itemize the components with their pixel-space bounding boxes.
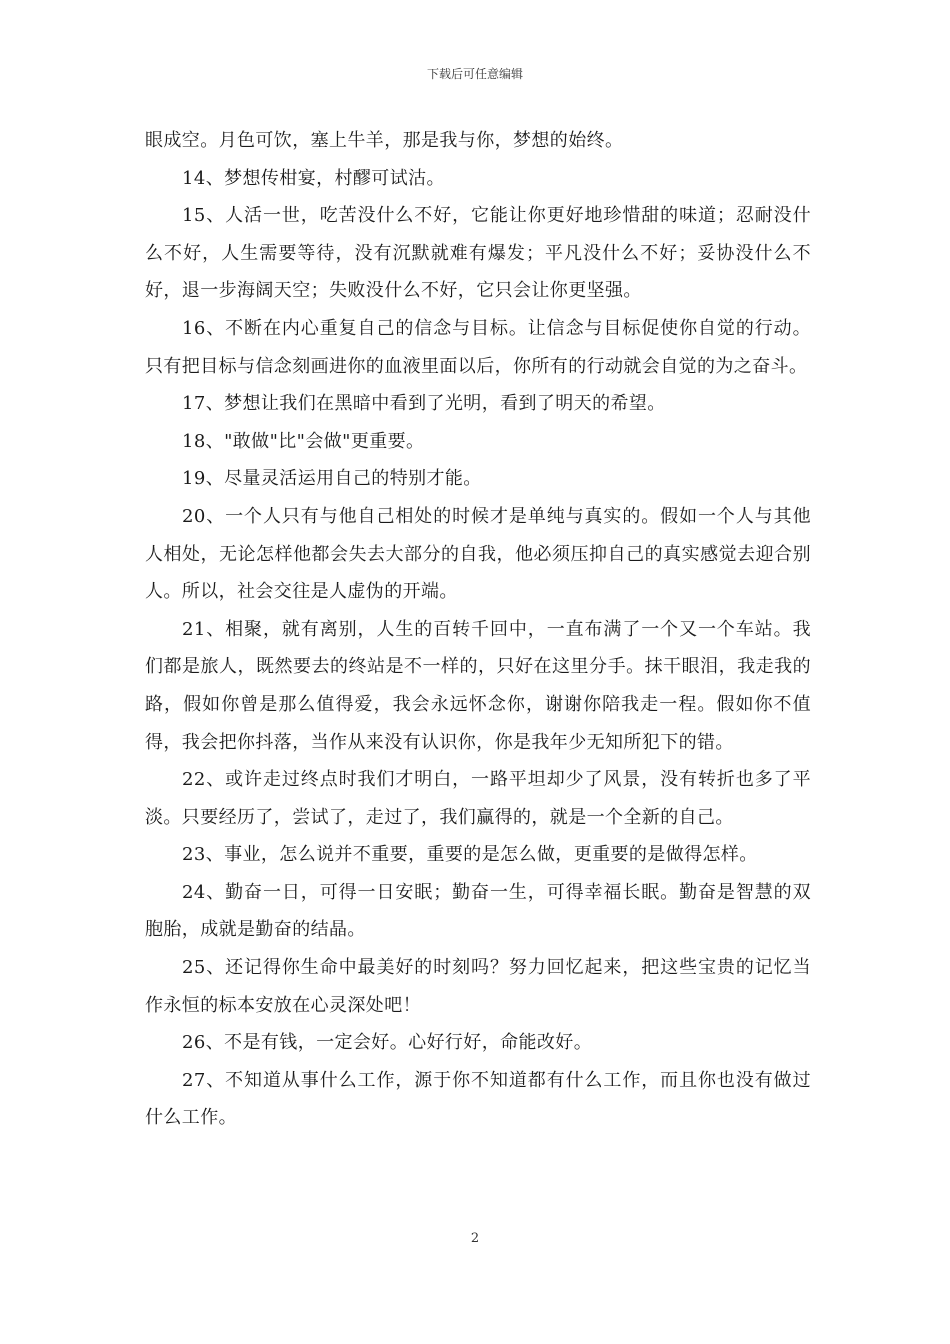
paragraph-19: 19、尽量灵活运用自己的特别才能。 bbox=[182, 468, 482, 490]
paragraph-22: 22、或许走过终点时我们才明白，一路平坦却少了风景，没有转折也多了平淡。只要经历了，尝试了，走过了，我们赢得的，就是一个全新的自己。 bbox=[145, 769, 811, 828]
paragraph-16: 16、不断在内心重复自己的信念与目标。让信念与目标促使你自觉的行动。只有把目标与信念刻画进你的血液里面以后，你所有的行动就会自觉的为之奋斗。 bbox=[145, 317, 811, 377]
paragraph-20: 20、一个人只有与他自己相处的时候才是单纯与真实的。假如一个人与其他人相处，无论怎样他都会失去大部分的自我，他必须压抑自己的真实感觉去迎合别人。所以，社会交往是人虚伪的开端。 bbox=[145, 505, 811, 603]
paragraph-26: 26、不是有钱，一定会好。心好行好，命能改好。 bbox=[182, 1032, 593, 1054]
paragraph-21: 21、相聚，就有离别，人生的百转千回中，一直布满了一个又一个车站。我们都是旅人，既然要去的终站是不一样的，只好在这里分手。抹干眼泪，我走我的路，假如你曾是那么值得爱，我会永远怀念你，谢谢你陪我走一程。假如你不值得，我会把你抖落，当作从来没有认识你，你是我年少无知所犯下的错。 bbox=[145, 618, 811, 753]
paragraph-23: 23、事业，怎么说并不重要，重要的是怎么做，更重要的是做得怎样。 bbox=[182, 844, 758, 866]
paragraph-25: 25、还记得你生命中最美好的时刻吗？努力回忆起来，把这些宝贵的记忆当作永恒的标本安放在心灵深处吧！ bbox=[145, 957, 811, 1016]
paragraph-continuation: 眼成空。月色可饮，塞上牛羊，那是我与你，梦想的始终。 bbox=[145, 130, 624, 151]
document-body bbox=[145, 122, 811, 1137]
paragraph-18: 18、"敢做"比"会做"更重要。 bbox=[182, 430, 425, 452]
paragraph-17: 17、梦想让我们在黑暗中看到了光明，看到了明天的希望。 bbox=[182, 393, 666, 415]
paragraph-24: 24、勤奋一日，可得一日安眠；勤奋一生，可得幸福长眠。勤奋是智慧的双胞胎，成就是勤奋的结晶。 bbox=[145, 881, 811, 941]
paragraph-15: 15、人活一世，吃苦没什么不好，它能让你更好地珍惜甜的味道；忍耐没什么不好，人生需要等待，没有沉默就难有爆发；平凡没什么不好；妥协没什么不好，退一步海阔天空；失败没什么不好，它只会让你更坚强。 bbox=[145, 205, 811, 302]
paragraph-14: 14、梦想传柑宴，村醪可试沽。 bbox=[182, 167, 445, 189]
page-number: 2 bbox=[470, 1231, 480, 1246]
paragraph-27: 27、不知道从事什么工作，源于你不知道都有什么工作，而且你也没有做过什么工作。 bbox=[145, 1069, 811, 1129]
page-header: 下载后可任意编辑 bbox=[426, 67, 523, 81]
